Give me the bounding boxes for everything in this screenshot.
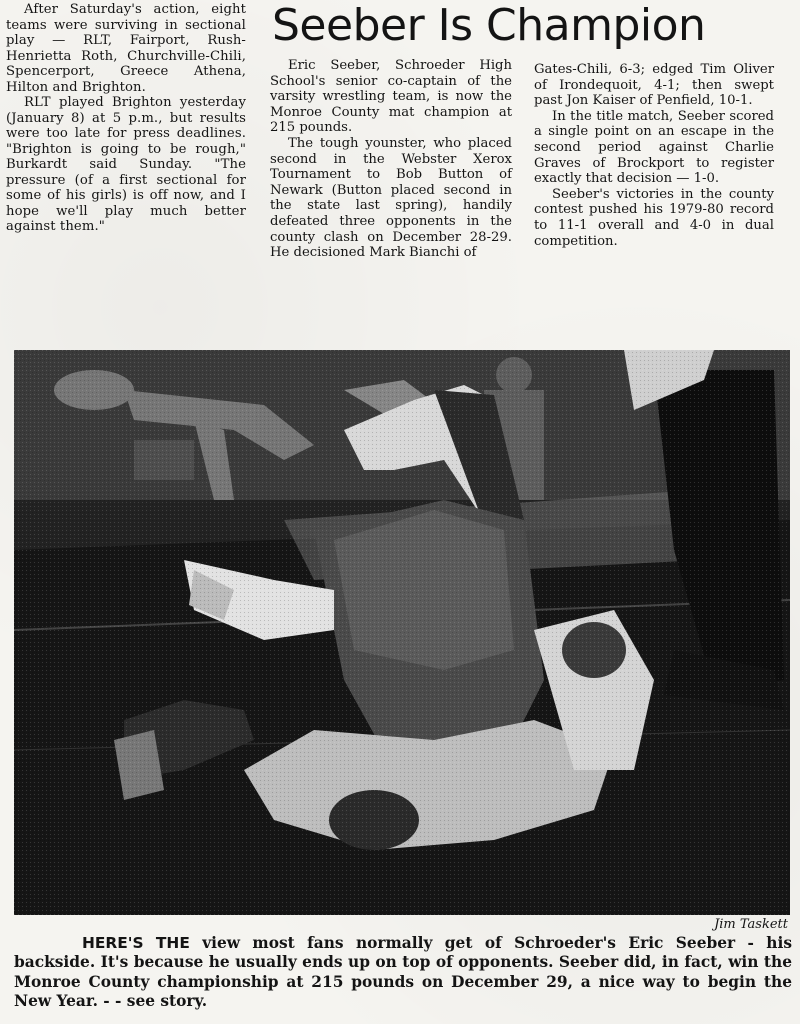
middle-column-article	[270, 58, 512, 261]
right-column-paragraph-2: In the title match, Seeber scored a single point on an escape in the second period against Charlie Graves of Brockport to register exactly that decision — 1-0.	[534, 108, 774, 187]
middle-column-paragraph-2: The tough younster, who placed second in the Webster Xerox Tournament to Bob Button of Newark (Button placed second in the state last spring), handily defeated three opponents in the county clash on December 28-29. He decisioned Mark Bianchi of	[270, 135, 512, 261]
right-column-paragraph-3: Seeber's victories in the county contest pushed his 1979-80 record to 11-1 overall and 4-0 in dual competition.	[534, 186, 774, 249]
right-column-paragraph-1: Gates-Chili, 6-3; edged Tim Oliver of Irondequoit, 4-1; then swept past Jon Kaiser of Penfield, 10-1.	[534, 62, 774, 109]
caption-text: view most fans normally get of Schroeder's Eric Seeber - his backside. It's because he usually ends up on top of opponents. Seeber did, in fact, win the Monroe County championship at 215 pounds on December 29, a nice way to begin the New Year. - - see story.	[14, 934, 792, 1011]
left-column-paragraph-1: After Saturday's action, eight teams were surviving in sectional play — RLT, Fairport, Rush-Henrietta Roth, Churchville-Chili, Spencerport, Greece Athena, Hilton and Brighton.	[6, 2, 246, 95]
caption-lead: HERE'S THE	[82, 934, 190, 952]
photo-caption	[14, 934, 792, 1012]
middle-column-paragraph-1: Eric Seeber, Schroeder High School's senior co-captain of the varsity wrestling team, is now the Monroe County mat champion at 215 pounds.	[270, 58, 512, 136]
right-column-article	[534, 62, 774, 249]
photo-credit: Jim Taskett	[714, 917, 788, 932]
headline: Seeber Is Champion	[272, 0, 706, 51]
left-column-paragraph-2: RLT played Brighton yesterday (January 8) at 5 p.m., but results were too late for press deadlines. "Brighton is going to be rough," Burkardt said Sunday. "The pressure (of a first sectional for some of his girls) is off now, and I hope we'll play much better against them."	[6, 95, 246, 234]
left-column-article	[6, 2, 246, 235]
wrestling-photo	[14, 350, 790, 915]
